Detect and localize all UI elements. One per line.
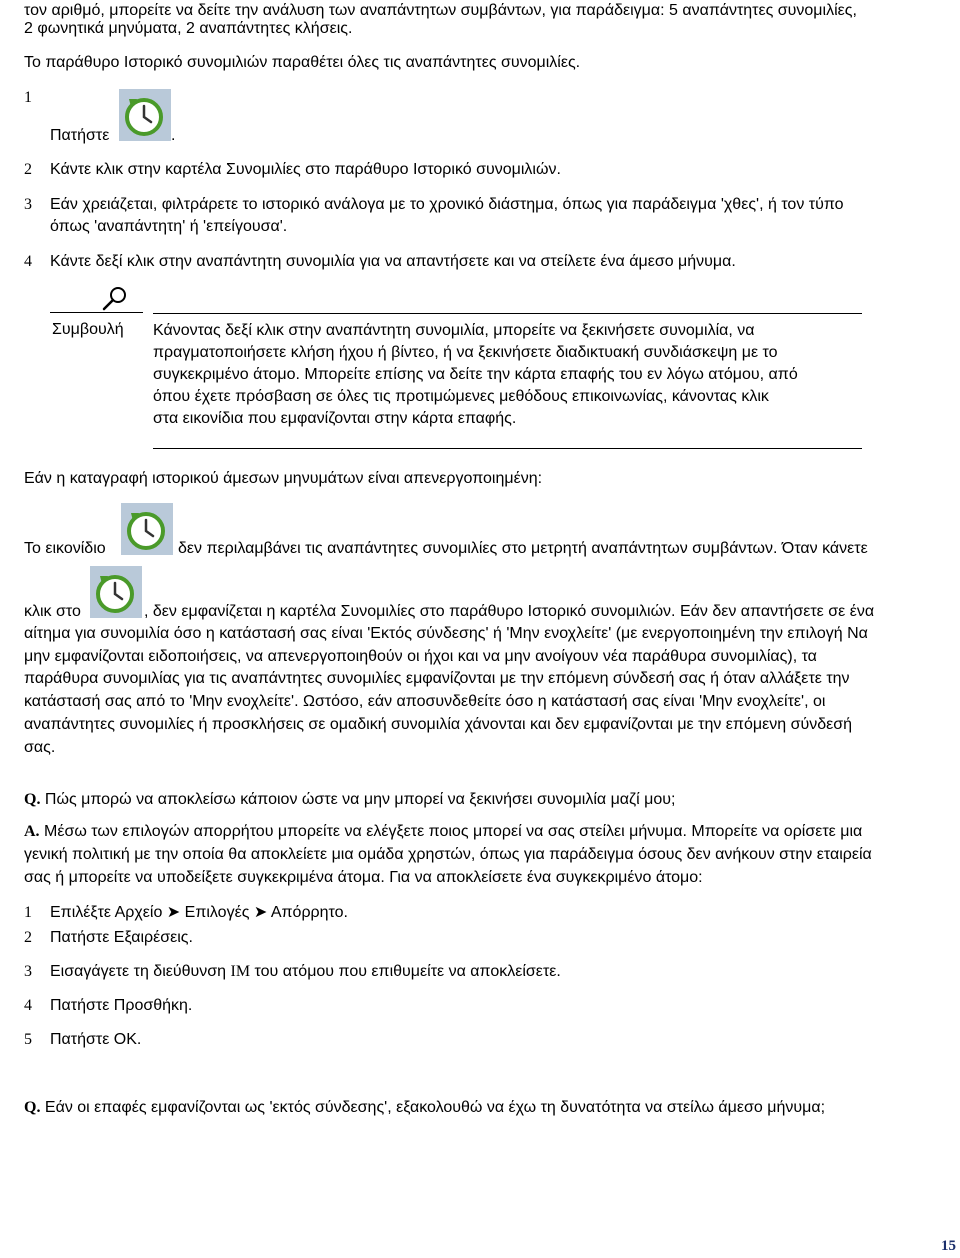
- tip-top-rule: [153, 313, 862, 314]
- answer-text: Μέσω των επιλογών απορρήτου μπορείτε να ελέγξετε ποιος μπορεί να σας στείλει μήνυμα. Μπορείτε να ορίσετε μια: [44, 823, 863, 840]
- disabled-history-heading: Εάν η καταγραφή ιστορικού άμεσων μηνυμάτων είναι απενεργοποιημένη:: [24, 470, 543, 487]
- para-line: σας.: [24, 738, 56, 756]
- question-label: Q.: [24, 791, 41, 808]
- block-step-2-number: 2: [24, 929, 32, 946]
- step-1-number: 1: [24, 89, 32, 106]
- tip-line: Κάνοντας δεξί κλικ στην αναπάντητη συνομιλία, μπορείτε να ξεκινήσετε συνομιλία, να: [153, 322, 755, 339]
- question-1: [24, 789, 675, 811]
- tip-line: συγκεκριμένο άτομο. Μπορείτε επίσης να δείτε την κάρτα επαφής του εν λόγω ατόμου, από: [153, 366, 798, 383]
- tip-line: στα εικονίδια που εμφανίζονται στην κάρτα επαφής.: [153, 410, 517, 427]
- tip-line: όπου έχετε πρόσβαση σε όλες τις προτιμώμενες μεθόδους επικοινωνίας, κάνοντας κλικ: [153, 388, 769, 405]
- para-line: παράθυρα συνομιλίας για τις αναπάντητες συνομιλίες εμφανίζονται με την επόμενη σύνδεσή σας ή όταν αλλάξετε την: [24, 670, 850, 688]
- step-1-text: Πατήστε: [50, 127, 110, 144]
- answer-1-line-2: γενική πολιτική με την οποία θα αποκλείετε μια ομάδα χρηστών, όπως για παράδειγμα όσους δεν ανήκουν στην εταιρεία: [24, 846, 872, 863]
- arrow-icon: ➤: [253, 904, 268, 921]
- step-text-after: του ατόμου που επιθυμείτε να αποκλείσετε.: [254, 963, 561, 980]
- step-3-text-cont: όπως 'αναπάντητη' ή 'επείγουσα'.: [50, 218, 288, 235]
- question-text: Εάν οι επαφές εμφανίζονται ως 'εκτός σύνδεσης', εξακολουθώ να έχω τη δυνατότητα να στείλω άμεσο μήνυμα;: [44, 1099, 826, 1116]
- step-4-number: 4: [24, 253, 32, 270]
- step-4-text: Κάντε δεξί κλικ στην αναπάντητη συνομιλία για να απαντήσετε και να στείλετε ένα άμεσο μήνυμα.: [50, 253, 736, 270]
- tip-line: πραγματοποιήσετε κλήση ήχου ή βίντεο, ή να ξεκινήσετε διαδικτυακή συνδιάσκεψη με το: [153, 344, 778, 361]
- para-line: αίτημα για συνομιλία όσο η κατάστασή σας είναι 'Εκτός σύνδεσης' ή 'Μην ενοχλείτε' (με ενεργοποιημένη την επιλογή Να: [24, 625, 868, 642]
- intro-line-2: 2 φωνητικά μηνύματα, 2 αναπάντητες κλήσεις.: [24, 20, 353, 37]
- history-icon[interactable]: [121, 503, 173, 555]
- question-2: [24, 1097, 825, 1119]
- page-number: 15: [941, 1238, 956, 1254]
- block-step-5-text: Πατήστε OK.: [50, 1031, 142, 1048]
- tip-label-rule: [50, 312, 143, 313]
- answer-1-line-1: [24, 821, 862, 843]
- icon-line-1-before: Το εικονίδιο: [24, 540, 106, 557]
- menu-privacy: Απόρρητο.: [270, 904, 348, 921]
- icon-line-1-after: δεν περιλαμβάνει τις αναπάντητες συνομιλίες στο μετρητή αναπάντητων συμβάντων. Όταν κάνετε: [178, 540, 868, 557]
- icon-line-2-before: κλικ στο: [24, 603, 81, 620]
- offline-paragraph: [24, 623, 960, 759]
- block-step-2-text: Πατήστε Εξαιρέσεις.: [50, 929, 193, 946]
- magnifier-icon: [100, 285, 130, 311]
- tip-label: Συμβουλή: [52, 321, 124, 338]
- block-step-4-text: Πατήστε Προσθήκη.: [50, 997, 193, 1014]
- step-text-before: Εισαγάγετε τη διεύθυνση: [50, 963, 227, 980]
- block-step-3-text: [50, 961, 561, 983]
- menu-options: Επιλογές: [184, 904, 250, 921]
- question-label: Q.: [24, 1099, 41, 1116]
- para-line: κατάστασή σας από το 'Μην ενοχλείτε'. Ωστόσο, εάν αποσυνδεθείτε όσο η κατάστασή σας είναι 'Μην ενοχλείτε', οι: [24, 693, 826, 711]
- im-abbrev: IM: [230, 963, 251, 980]
- tip-text: [153, 320, 865, 430]
- history-icon[interactable]: [90, 566, 142, 618]
- para-line: μην εμφανίζονται ειδοποιήσεις, να απενεργοποιηθούν οι ήχοι και να μην ανοίγουν νέα παράθυρα συνομιλίας), τα: [24, 647, 817, 665]
- intro-line-3: Το παράθυρο Ιστορικό συνομιλιών παραθέτει όλες τις αναπάντητες συνομιλίες.: [24, 54, 581, 71]
- step-2-number: 2: [24, 161, 32, 178]
- intro-line-1: τον αριθμό, μπορείτε να δείτε την ανάλυση των αναπάντητων συμβάντων, για παράδειγμα: 5 αναπάντητες συνομιλίες,: [24, 2, 857, 19]
- step-3-number: 3: [24, 196, 32, 213]
- menu-file: Επιλέξτε Αρχείο: [50, 904, 163, 921]
- block-step-3-number: 3: [24, 963, 32, 980]
- arrow-icon: ➤: [166, 904, 181, 921]
- step-3-text: Εάν χρειάζεται, φιλτράρετε το ιστορικό ανάλογα με το χρονικό διάστημα, όπως για παράδειγμα 'χθες', ή τον τύπο: [50, 196, 844, 213]
- block-step-5-number: 5: [24, 1031, 32, 1048]
- tip-bottom-rule: [153, 448, 862, 449]
- block-step-1-number: 1: [24, 904, 32, 921]
- step-1-suffix: .: [171, 127, 176, 144]
- block-step-4-number: 4: [24, 997, 32, 1014]
- icon-line-2-after: , δεν εμφανίζεται η καρτέλα Συνομιλίες στο παράθυρο Ιστορικό συνομιλιών. Εάν δεν απαντήσετε σε ένα: [144, 603, 875, 620]
- history-icon[interactable]: [119, 89, 171, 141]
- step-2-text: Κάντε κλικ στην καρτέλα Συνομιλίες στο παράθυρο Ιστορικό συνομιλιών.: [50, 161, 561, 178]
- answer-label: A.: [24, 823, 40, 840]
- answer-1-line-3: σας ή μπορείτε να υποδείξετε συγκεκριμένα άτομα. Για να αποκλείσετε ένα συγκεκριμένο άτομο:: [24, 869, 703, 886]
- para-line: αναπάντητες συνομιλίες ή προσκλήσεις σε ομαδική συνομιλία χάνονται και δεν εμφανίζονται με την επόμενη σύνδεσή: [24, 715, 852, 733]
- question-text: Πώς μπορώ να αποκλείσω κάποιον ώστε να μην μπορεί να ξεκινήσει συνομιλία μαζί μου;: [44, 791, 676, 808]
- block-step-1-text: [50, 902, 348, 924]
